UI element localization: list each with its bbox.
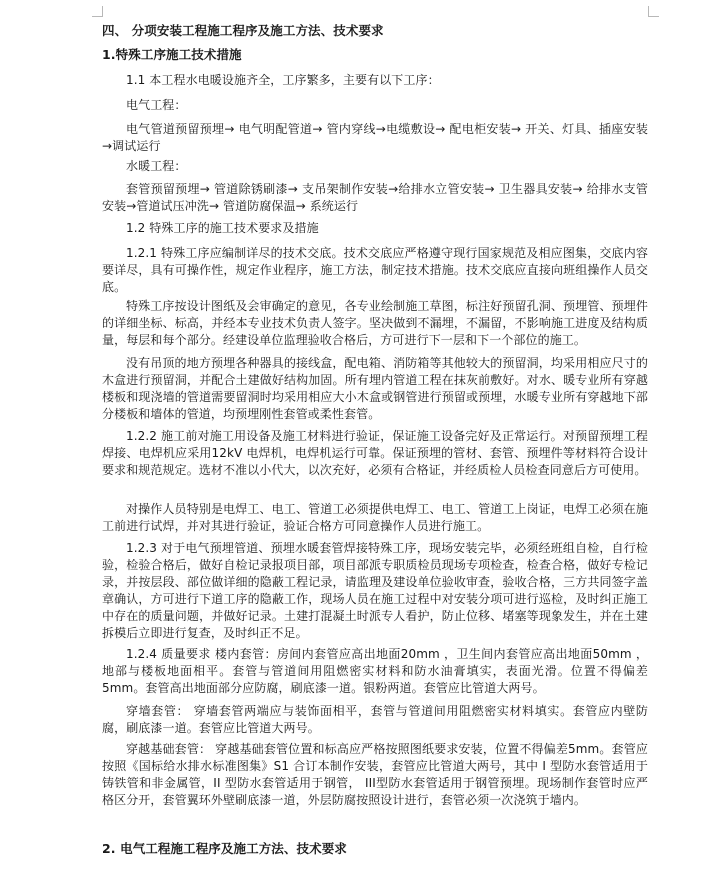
paragraph-9: 没有吊顶的地方预埋各种器具的接线盒，配电箱、消防箱等其他较大的预留洞，均采用相应尺寸的木盒进行预留洞，并配合土建做好结构加固。所有埋内管道工程在抹灰前敷好。对水、暖专业所有穿越楼板和现浇墙的管道需要留洞时均采用相应大小木盒或钢管进行预留或预埋，水暖专业所有穿越地下部分楼板和墙体的管道，均预埋刚性套管或柔性套管。 <box>102 356 648 421</box>
paragraph-4: 水暖工程： <box>126 159 187 173</box>
paragraph-6: 1.2 特殊工序的施工技术要求及措施 <box>126 221 319 235</box>
sub-heading: 1.特殊工序施工技术措施 <box>102 47 242 62</box>
paragraph-10: 1.2.2 施工前对施工用设备及施工材料进行验证，保证施工设备完好及正常运行。对预留预埋工程焊接、电焊机应采用12kV 电焊机，电焊机运行可靠。保证预埋的管材、套管、预埋件等材料符合设计要求和规范规定。选材不准以小代大，以次充好，必须有合格证，并经质检人员检查同意后方可使用。 <box>102 429 648 477</box>
paragraph-15: 穿越基础套管： 穿越基础套管位置和标高应严格按照图纸要求安装，位置不得偏差5mm。套管应按照《国标给水排水标准图集》S1 合订本制作安装，套管应比管道大两号，其中 I 型防水套管适用于铸铁管和非金属管，II 型防水套管适用于钢管， III型防水套管适用于钢管预埋。现场制作套管时应严格区分开，套管翼环外壁刷底漆一道，外层防腐按照设计进行，套管必须一次浇筑于墙内。 <box>102 742 648 807</box>
paragraph-14: 穿墙套管： 穿墙套管两端应与装饰面相平，套管与管道间用阻燃密实材料填实。套管应内壁防腐，刷底漆一道。套管应比管道大两号。 <box>102 704 648 735</box>
paragraph-5: 套管预留预埋→ 管道除锈刷漆→ 支吊架制作安装→给排水立管安装→ 卫生器具安装→ 给排水支管安装→管道试压冲洗→ 管道防腐保温→ 系统运行 <box>102 182 648 213</box>
paragraph-3: 电气管道预留预埋→ 电气明配管道→ 管内穿线→电缆敷设→ 配电柜安装→ 开关、灯具、插座安装→调试运行 <box>102 122 648 153</box>
margin-mark-top-right <box>648 6 659 17</box>
paragraph-11: 对操作人员特别是电焊工、电工、管道工必须提供电焊工、电工、管道工上岗证，电焊工必须在施工前进行试焊，并对其进行验证，验证合格方可同意操作人员进行施工。 <box>102 502 648 533</box>
paragraph-2: 电气工程： <box>126 98 187 112</box>
paragraph-8: 特殊工序按设计图纸及会审确定的意见，各专业绘制施工草图，标注好预留孔洞、预埋管、预埋件的详细坐标、标高，并经本专业技术负责人签字。坚决做到不漏埋，不漏留，不影响施工进度及结构质量，每层和每个部分。经建设单位监理验收合格后，方可进行下一层和下一个部位的施工。 <box>102 299 648 347</box>
paragraph-1: 1.1 本工程水电暖设施齐全，工序繁多，主要有以下工序： <box>126 73 440 87</box>
margin-mark-top-left <box>92 6 103 17</box>
paragraph-7: 1.2.1 特殊工序应编制详尽的技术交底。技术交底应严格遵守现行国家规范及相应图集，交底内容要详尽，具有可操作性，规定作业程序，施工方法，制定技术措施。技术交底应直接向班组操作人员交底。 <box>102 246 648 294</box>
paragraph-12: 1.2.3 对于电气预埋管道、预埋水暖套管焊接特殊工序，现场安装完毕，必须经班组自检，自行检验，检验合格后，做好自检记录报项目部，项目部派专职质检员现场专项检查，检查合格，做好专检记录，并按层段、部位做详细的隐蔽工程记录，请监理及建设单位验收审查，验收合格，三方共同签字盖章确认，方可进行下道工序的隐蔽工作，现场人员在施工过程中对安装分项可进行巡检，及时纠正施工中存在的质量问题，并做好记录。土建打混凝土时派专人看护，防止位移、堵塞等现象发生，并在土建拆模后立即进行复查，及时纠正不足。 <box>102 541 648 640</box>
next-section-heading: 2. 电气工程施工程序及施工方法、技术要求 <box>102 841 347 856</box>
paragraph-13: 1.2.4 质量要求 楼内套管：房间内套管应高出地面20mm ，卫生间内套管应高出地面50mm ，地部与楼板地面相平。套管与管道间用阻燃密实材料和防水油膏填实，表面光滑。位置不得偏差5mm。套管高出地面部分应防腐，刷底漆一道。银粉两道。套管应比管道大两号。 <box>102 647 648 695</box>
section-heading: 四、 分项安装工程施工程序及施工方法、技术要求 <box>102 23 384 38</box>
